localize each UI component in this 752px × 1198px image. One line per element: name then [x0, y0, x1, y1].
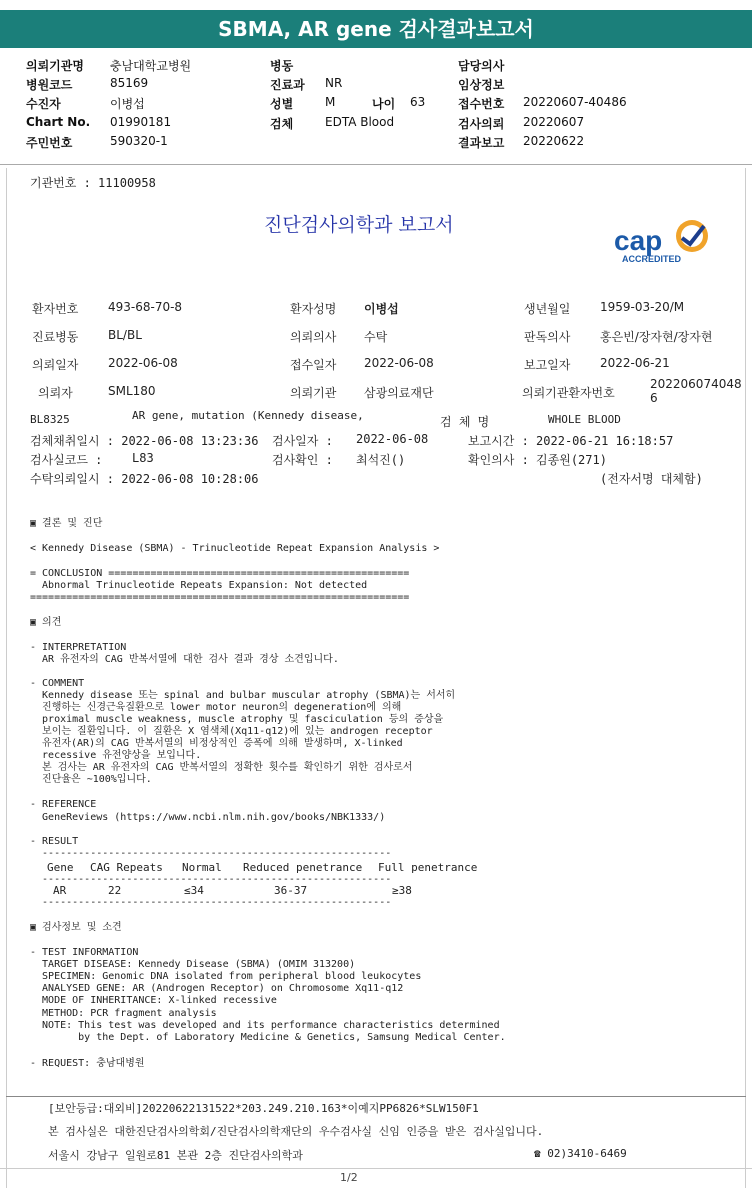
- interpretation-heading: - INTERPRETATION: [30, 642, 127, 653]
- header-label: Chart No.: [26, 115, 91, 129]
- conclusion-end-line: ===============================================================: [30, 592, 410, 603]
- comment-line: 보이는 질환입니다. 이 질환은 X 염색체(Xq11-q12)에 있는 androgen receptor: [30, 726, 433, 737]
- lab-code: L83: [132, 451, 154, 465]
- comment-line: recessive 유전양상을 보입니다.: [30, 750, 202, 761]
- header-value: 20220607-40486: [523, 95, 627, 109]
- security-line: [보안등급:대외비]20220622131522*203.249.210.163*이예지PP6826*SLW150F1: [48, 1102, 479, 1115]
- interpretation-text: AR 유전자의 CAG 반복서열에 대한 검사 결과 경상 소견입니다.: [30, 654, 339, 665]
- header-label: 의뢰기관명: [26, 59, 84, 73]
- table-rule: ----------------------------------------------------------: [30, 848, 392, 859]
- section-opinion-heading: ▣ 의견: [30, 617, 62, 628]
- field-label: 판독의사: [524, 330, 571, 344]
- page-number: 1/2: [340, 1171, 358, 1184]
- cell-gene: AR: [53, 884, 67, 897]
- cell-cag: 22: [108, 884, 122, 897]
- header-value: 63: [410, 95, 426, 109]
- cell-reduced: 36-37: [274, 884, 308, 897]
- lab-code-label: 검사실코드 :: [30, 453, 103, 467]
- header-label: 병동: [270, 59, 294, 73]
- header-value: 충남대학교병원: [110, 59, 192, 73]
- field-value: 2022-06-08: [108, 356, 178, 370]
- field-label: 의뢰기관: [290, 386, 337, 400]
- verifier: 최석진(): [356, 453, 406, 467]
- table-header-cag: CAG Repeats: [90, 861, 163, 874]
- lab-address: 서울시 강남구 일원로81 본관 2층 진단검사의학과: [48, 1149, 303, 1162]
- test-info-line: ANALYSED GENE: AR (Androgen Receptor) on Chromosome Xq11-q12: [30, 983, 404, 994]
- e-signature-note: (전자서명 대체함): [600, 472, 703, 486]
- header-label: 검체: [270, 117, 294, 131]
- request-time: 수탁의뢰일시 : 2022-06-08 10:28:06: [30, 472, 259, 486]
- svg-text:cap: cap: [614, 225, 663, 256]
- header-value: 20220607: [523, 115, 585, 129]
- header-label: 검사의뢰: [458, 117, 505, 131]
- test-code: BL8325: [30, 413, 70, 426]
- header-value: 590320-1: [110, 134, 168, 148]
- field-label: 의뢰일자: [32, 358, 79, 372]
- comment-line: proximal muscle weakness, muscle atrophy 및 fasciculation 등의 증상을: [30, 714, 444, 725]
- header-label: 진료과: [270, 78, 305, 92]
- comment-line: 유전자(AR)의 CAG 반복서열의 비정상적인 증폭에 의해 발생하며, X-linked: [30, 738, 403, 749]
- field-label: 보고일자: [524, 358, 571, 372]
- report-title-bar: [0, 10, 752, 48]
- header-label: 결과보고: [458, 136, 505, 150]
- reference-link[interactable]: GeneReviews (https://www.ncbi.nlm.nih.gov/books/NBK1333/): [30, 812, 386, 823]
- header-label: 주민번호: [26, 136, 73, 150]
- test-info-line: TARGET DISEASE: Kennedy Disease (SBMA) (OMIM 313200): [30, 959, 356, 970]
- request-line: - REQUEST: 충남대병원: [30, 1058, 145, 1069]
- field-value: SML180: [108, 384, 156, 398]
- section-testinfo-heading: ▣ 검사정보 및 소견: [30, 922, 122, 933]
- header-value: EDTA Blood: [325, 115, 395, 129]
- field-value: BL/BL: [108, 328, 142, 342]
- header-value: 이병섭: [110, 97, 145, 111]
- specimen-value: WHOLE BLOOD: [548, 413, 621, 426]
- specimen-label: 검 체 명: [440, 415, 490, 429]
- section-result-heading: ▣ 결론 및 진단: [30, 518, 103, 529]
- field-value: 493-68-70-8: [108, 300, 183, 314]
- header-value: 85169: [110, 76, 149, 90]
- field-value: 이병섭: [364, 302, 399, 316]
- field-value: 202206074048: [650, 377, 742, 391]
- field-label: 의뢰자: [38, 386, 73, 400]
- test-name: AR gene, mutation (Kennedy disease,: [132, 409, 364, 422]
- result-heading: - RESULT: [30, 836, 79, 847]
- header-label: 성별: [270, 97, 294, 111]
- test-info-line: NOTE: This test was developed and its performance characteristics determined: [30, 1020, 500, 1031]
- header-label: 접수번호: [458, 97, 505, 111]
- field-label: 환자번호: [32, 302, 79, 316]
- collection-time: 검체채취일시 : 2022-06-08 13:23:36: [30, 434, 259, 448]
- comment-line: Kennedy disease 또는 spinal and bulbar muscular atrophy (SBMA)는 서서히: [30, 690, 456, 701]
- conclusion-line: = CONCLUSION ==================================================: [30, 568, 410, 579]
- test-info-line: METHOD: PCR fragment analysis: [30, 1008, 217, 1019]
- field-label: 진료병동: [32, 330, 79, 344]
- comment-line: 진행하는 신경근육질환으로 lower motor neuron의 degeneration에 의해: [30, 702, 402, 713]
- page-divider: [0, 1168, 752, 1169]
- table-header-normal: Normal: [182, 861, 222, 874]
- comment-line: 본 검사는 AR 유전자의 CAG 반복서열의 정확한 횟수를 확인하기 위한 검사로서: [30, 762, 413, 773]
- conclusion-text: Abnormal Trinucleotide Repeats Expansion: Not detected: [30, 580, 368, 591]
- field-label: 접수일자: [290, 358, 337, 372]
- test-info-line: SPECIMEN: Genomic DNA isolated from peripheral blood leukocytes: [30, 971, 422, 982]
- table-rule: ----------------------------------------------------------: [30, 874, 392, 885]
- header-value: 20220622: [523, 134, 585, 148]
- field-value: 2022-06-08: [364, 356, 434, 370]
- comment-line: 진단율은 ~100%입니다.: [30, 774, 152, 785]
- cap-logo-icon: [612, 218, 716, 266]
- divider: [0, 164, 752, 165]
- field-value: 1959-03-20/M: [600, 300, 685, 314]
- header-value: M: [325, 95, 336, 109]
- field-value: 2022-06-21: [600, 356, 670, 370]
- header-label: 임상정보: [458, 78, 505, 92]
- field-value: 삼광의료재단: [364, 386, 434, 400]
- header-value: NR: [325, 76, 343, 90]
- lab-phone: ☎ 02)3410-6469: [534, 1147, 627, 1160]
- field-value: 홍은빈/장자현/장자현: [600, 330, 713, 344]
- svg-text:ACCREDITED: ACCREDITED: [622, 254, 682, 264]
- field-label: 생년월일: [524, 302, 571, 316]
- table-header-reduced: Reduced penetrance: [243, 861, 363, 874]
- field-label: 의뢰의사: [290, 330, 337, 344]
- comment-heading: - COMMENT: [30, 678, 85, 689]
- verifier-label: 검사확인 :: [272, 453, 333, 467]
- report-time: 보고시간 : 2022-06-21 16:18:57: [468, 434, 674, 448]
- header-value: 01990181: [110, 115, 172, 129]
- confirming-doctor: 확인의사 : 김종원(271): [468, 453, 607, 467]
- cell-normal: ≤34: [184, 884, 204, 897]
- header-label: 담당의사: [458, 59, 505, 73]
- cap-accredited-logo: [612, 218, 716, 266]
- test-info-line: MODE OF INHERITANCE: X-linked recessive: [30, 995, 277, 1006]
- field-label: 환자성명: [290, 302, 337, 316]
- report-heading: 진단검사의학과 보고서: [264, 214, 454, 236]
- certification-statement: 본 검사실은 대한진단검사의학회/진단검사의학재단의 우수검사실 신임 인증을 받은 검사실입니다.: [48, 1125, 544, 1138]
- report-title: SBMA, AR gene 검사결과보고서: [218, 17, 534, 41]
- analysis-subtitle: < Kennedy Disease (SBMA) - Trinucleotide Repeat Expansion Analysis >: [30, 543, 440, 554]
- reference-heading: - REFERENCE: [30, 799, 97, 810]
- header-label: 수진자: [26, 97, 61, 111]
- field-value: 6: [650, 391, 658, 405]
- header-label: 병원코드: [26, 78, 73, 92]
- table-header-full: Full penetrance: [378, 861, 478, 874]
- test-information-heading: - TEST INFORMATION: [30, 947, 139, 958]
- field-value: 수탁: [364, 330, 388, 344]
- test-date: 2022-06-08: [356, 432, 429, 446]
- field-label: 의뢰기관환자번호: [522, 386, 615, 400]
- cell-full: ≥38: [392, 884, 412, 897]
- header-label: 나이: [372, 97, 396, 111]
- agency-number: 기관번호 : 11100958: [30, 176, 156, 190]
- test-info-line: by the Dept. of Laboratory Medicine & Genetics, Samsung Medical Center.: [30, 1032, 506, 1043]
- table-header-gene: Gene: [47, 861, 74, 874]
- table-rule: ----------------------------------------------------------: [30, 897, 392, 908]
- test-date-label: 검사일자 :: [272, 434, 333, 448]
